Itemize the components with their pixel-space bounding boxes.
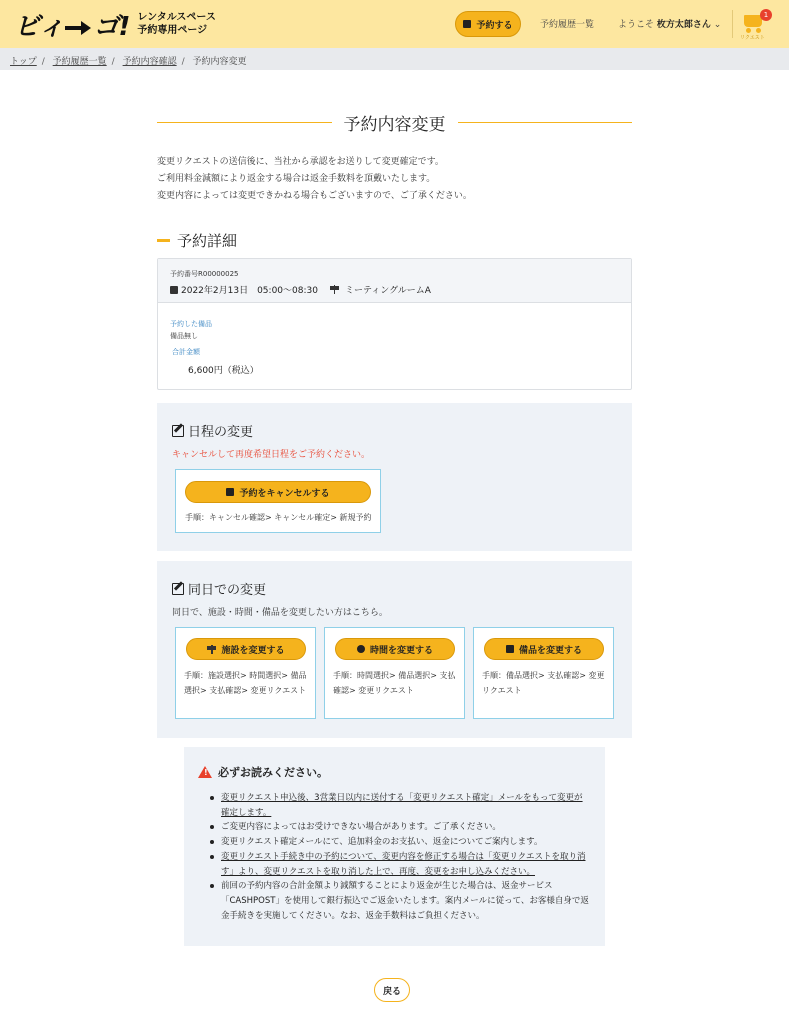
same-day-change-title: 同日での変更 — [188, 583, 267, 598]
same-day-change-panel — [157, 561, 632, 738]
back-button[interactable]: 戻る — [374, 978, 410, 1002]
reserve-button[interactable] — [455, 11, 521, 37]
close-icon — [226, 488, 234, 496]
detail-header — [158, 259, 631, 303]
edit-icon — [172, 425, 184, 437]
heading-bar — [157, 239, 170, 242]
change-facility-button[interactable] — [186, 638, 306, 660]
chevron-down-icon: ⌄ — [713, 20, 722, 30]
logo-subtitle-2: 予約専用ページ — [137, 25, 208, 36]
notice-item: 変更リクエスト確定メールにて、追加料金のお支払い、返金についてご案内します。 — [210, 835, 590, 850]
breadcrumb-top[interactable]: トップ — [10, 57, 37, 67]
schedule-change-title: 日程の変更 — [188, 425, 254, 440]
breadcrumb-confirm[interactable]: 予約内容確認 — [122, 57, 177, 67]
cancel-steps: 手順：キャンセル確認> キャンセル確定> 新規予約 — [185, 513, 372, 522]
intro-line: ご利用料金減額により返金する場合は返金手数料を頂戴いたします。 — [157, 174, 436, 184]
logo[interactable] — [14, 7, 216, 41]
cart-label: リクエスト — [740, 35, 765, 41]
facility-option-box — [175, 627, 316, 719]
site-header — [0, 0, 789, 48]
title-line-left — [157, 122, 332, 123]
sign-icon — [207, 645, 216, 654]
time-steps: 手順：時間選択> 備品選択> 支払確認> 変更リクエスト — [333, 671, 456, 695]
user-name: 枚方太郎さん — [656, 20, 711, 30]
notice-item: 変更リクエスト手続き中の予約について、変更内容を修正する場合は「変更リクエストを取り消す」より、変更リクエストを取り消した上で、再度、変更をお申し込みください。 — [210, 850, 590, 879]
reserve-button-label: 予約する — [476, 20, 513, 31]
change-time-label: 時間を変更する — [369, 645, 433, 656]
user-menu[interactable] — [618, 17, 721, 30]
equipment-label: 予約した備品 — [170, 320, 212, 328]
intro-text — [157, 154, 632, 205]
clock-icon — [357, 645, 365, 653]
notice-heading — [198, 764, 328, 780]
change-time-button[interactable] — [335, 638, 455, 660]
sign-icon — [330, 285, 339, 294]
title-line-right — [458, 122, 633, 123]
reservation-datetime: 2022年2月13日 05:00〜08:30 — [181, 286, 318, 296]
notice-item: ご変更内容によってはお受けできない場合があります。ご了承ください。 — [210, 820, 590, 835]
reservation-number: 予約番号R00000025 — [170, 270, 239, 278]
calendar-icon — [463, 20, 471, 28]
header-divider — [732, 10, 733, 38]
total-value: 6,600円（税込） — [188, 366, 259, 376]
logo-mark: ビィ ゴ! — [14, 11, 130, 42]
notice-title: 必ずお読みください。 — [218, 766, 328, 779]
facility-steps: 手順：施設選択> 時間選択> 備品選択> 支払確認> 変更リクエスト — [184, 671, 307, 695]
total-label: 合計金額 — [172, 348, 200, 356]
calendar-icon — [170, 286, 178, 294]
page-title: 予約内容変更 — [343, 114, 446, 135]
logo-subtitle-1: レンタルスペース — [137, 12, 216, 23]
reservation-room: ミーティングルームA — [344, 286, 431, 296]
welcome-text: ようこそ — [618, 20, 655, 30]
detail-body — [158, 303, 631, 392]
change-equipment-label: 備品を変更する — [518, 645, 582, 656]
intro-line: 変更内容によっては変更できかねる場合もございますので、ご了承ください。 — [157, 191, 472, 201]
breadcrumb: トップ / 予約履歴一覧 / 予約内容確認 / 予約内容変更 — [0, 48, 789, 70]
change-facility-label: 施設を変更する — [221, 645, 285, 656]
notice-item: 前回の予約内容の合計金額より減額することにより返金が生じた場合は、返金サービス「CASHPOST」を使用して銀行振込でご返金いたします。案内メールに従って、お客様自身で返金手続きを実施してください。なお、返金手数料はご負担ください。 — [210, 879, 590, 923]
arrow-icon — [65, 21, 91, 35]
cancel-option-box — [175, 469, 381, 533]
notice-list — [210, 791, 590, 923]
same-day-change-heading — [172, 579, 266, 598]
breadcrumb-current: 予約内容変更 — [192, 57, 247, 67]
edit-icon — [172, 583, 184, 595]
equipment-value: 備品無し — [170, 332, 198, 340]
logo-text — [137, 11, 216, 37]
detail-heading-text: 予約詳細 — [177, 232, 238, 250]
schedule-change-note: キャンセルして再度希望日程をご予約ください。 — [172, 450, 371, 460]
warning-icon: ! — [198, 766, 212, 778]
intro-line: 変更リクエストの送信後に、当社から承認をお送りして変更確定です。 — [157, 157, 444, 167]
cart-badge: 1 — [760, 9, 772, 21]
notice-item: 変更リクエスト申込後、3営業日以内に送付する「変更リクエスト確定」メールをもって変更が確定します。 — [210, 791, 590, 820]
change-equipment-button[interactable] — [484, 638, 604, 660]
schedule-change-heading — [172, 421, 253, 440]
equipment-option-box — [473, 627, 614, 719]
reservation-info — [170, 283, 619, 296]
breadcrumb-history[interactable]: 予約履歴一覧 — [52, 57, 107, 67]
reservation-detail-card — [157, 258, 632, 390]
equipment-steps: 手順：備品選択> 支払確認> 変更リクエスト — [482, 671, 605, 695]
time-option-box — [324, 627, 465, 719]
detail-heading — [157, 230, 237, 251]
notice-box — [184, 747, 605, 946]
history-link[interactable]: 予約履歴一覧 — [540, 20, 595, 30]
schedule-change-panel — [157, 403, 632, 551]
same-day-change-note: 同日で、施設・時間・備品を変更したい方はこちら。 — [172, 608, 388, 618]
cancel-reservation-button[interactable] — [185, 481, 371, 503]
clipboard-icon — [506, 645, 514, 653]
cancel-button-label: 予約をキャンセルする — [239, 488, 330, 499]
page-title-wrap — [157, 108, 632, 136]
